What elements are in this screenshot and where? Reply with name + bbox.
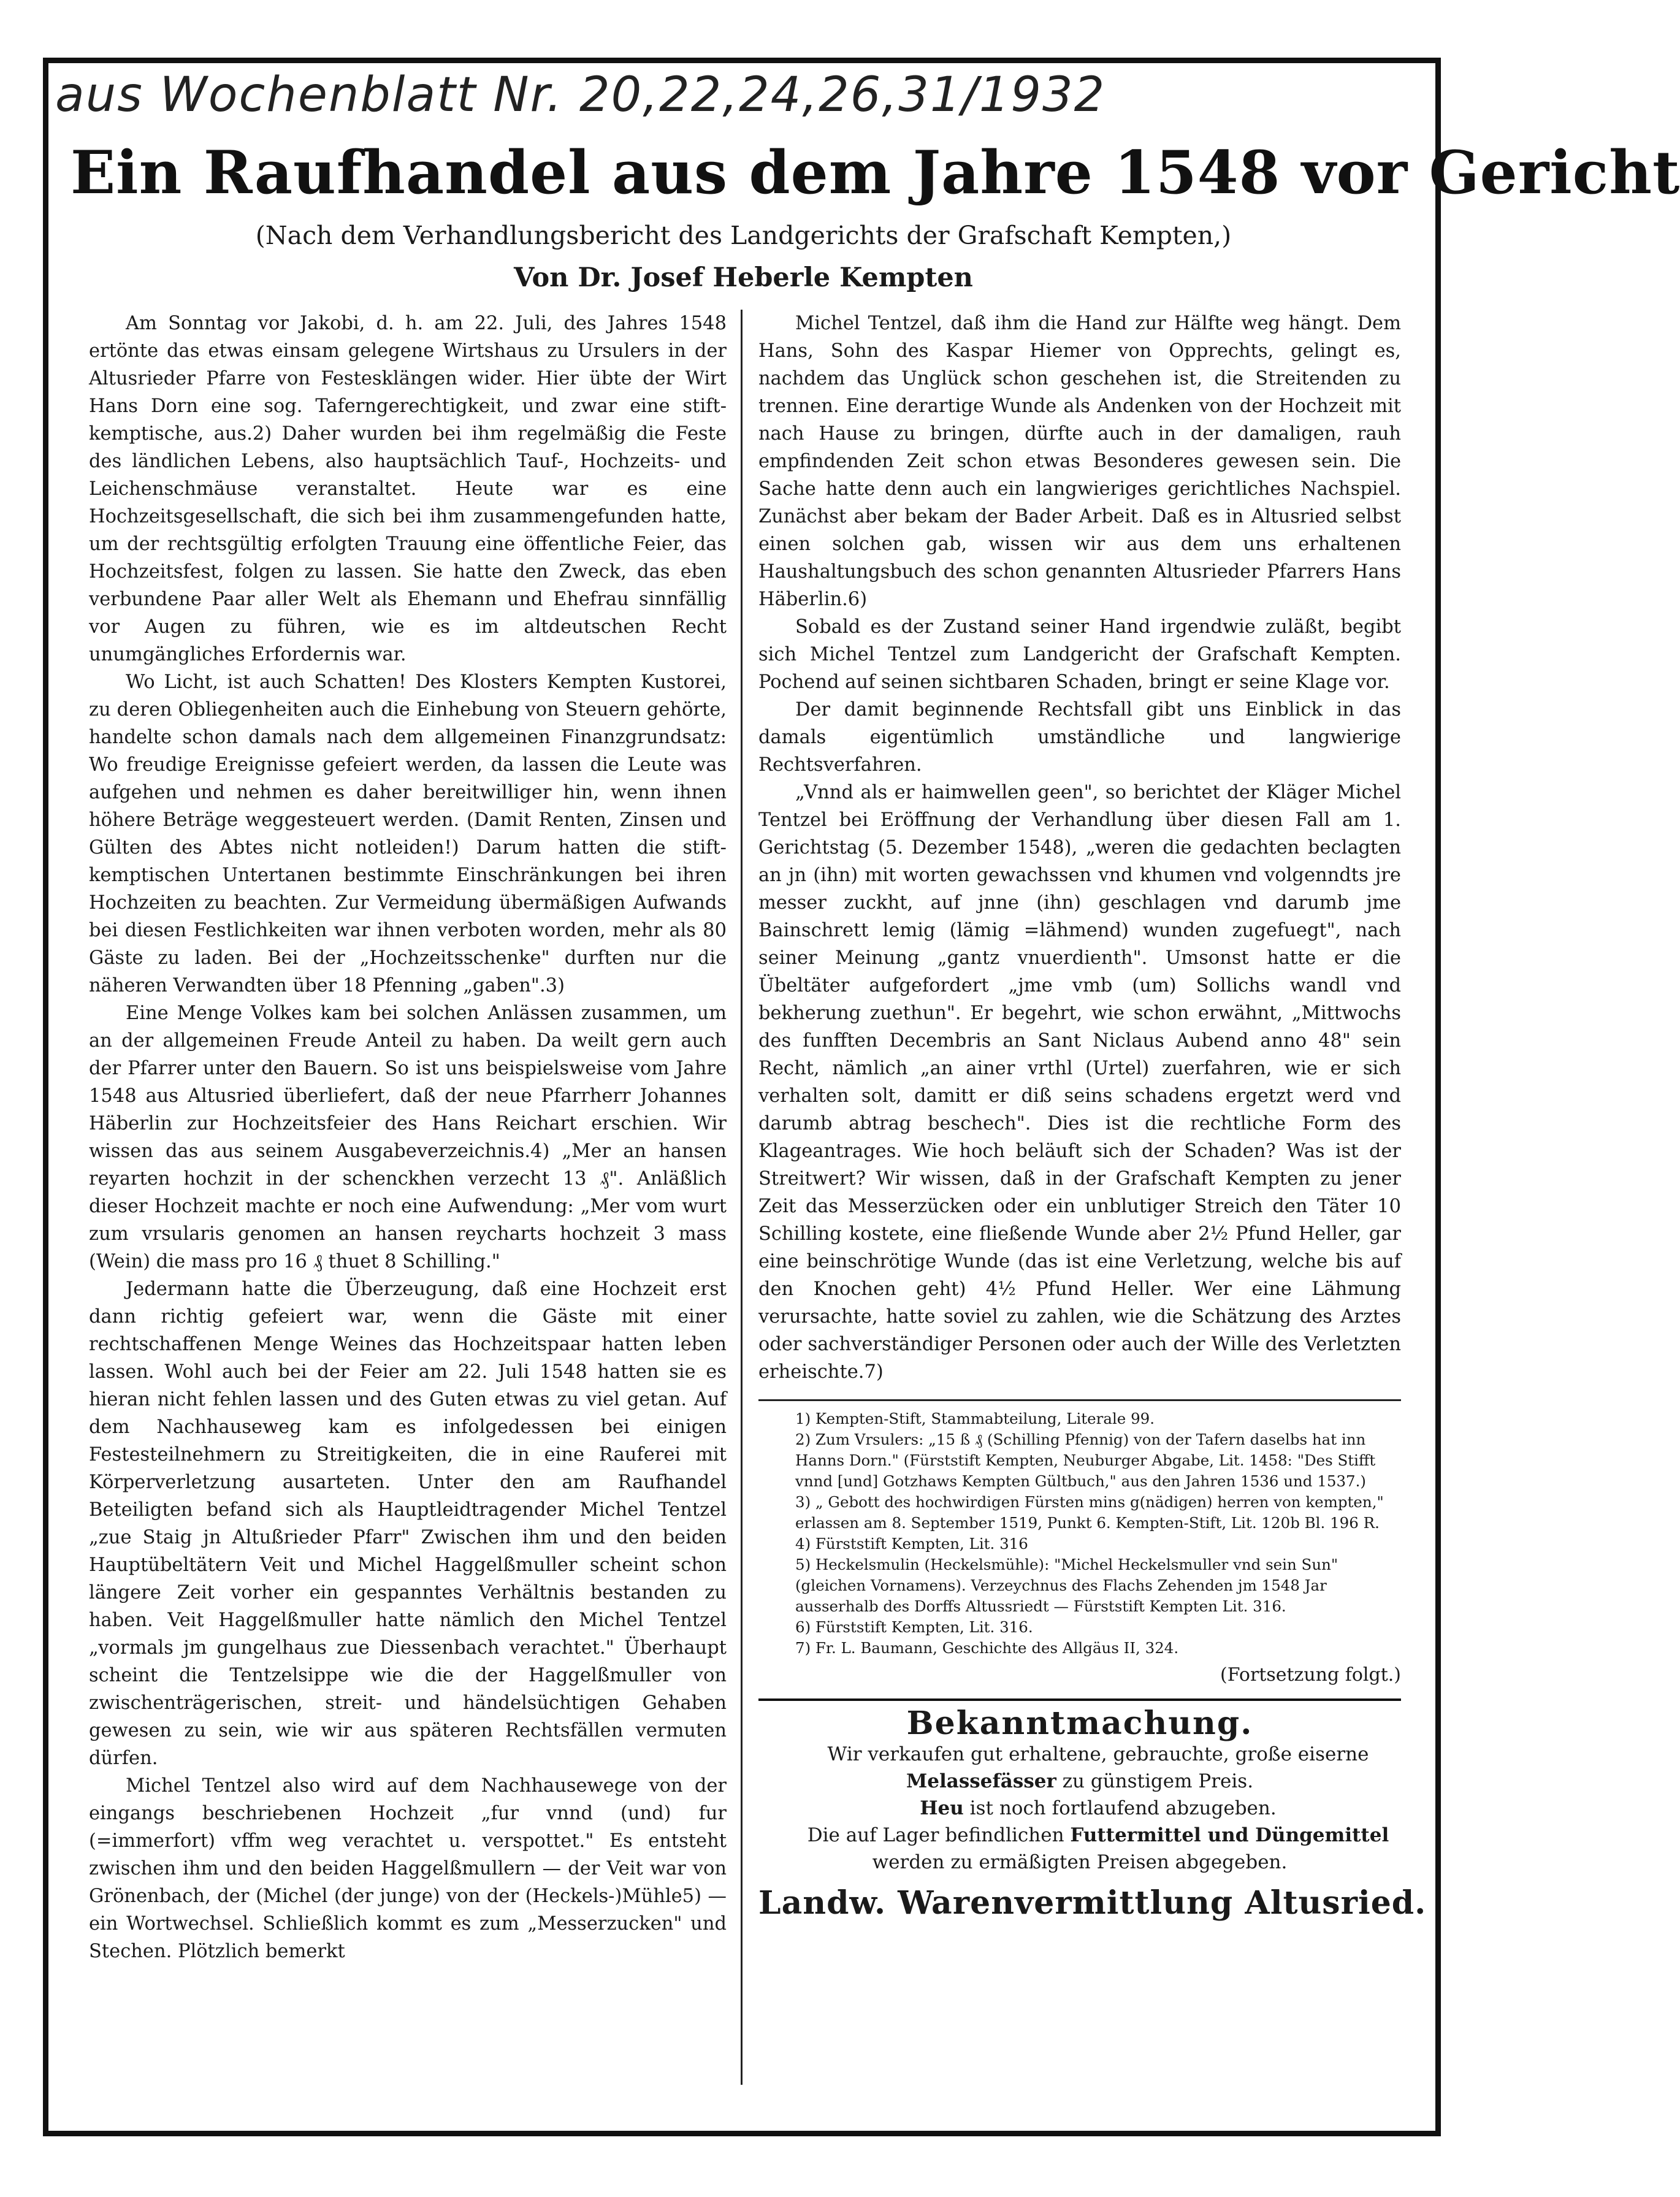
column-divider: [741, 310, 743, 2085]
footnote: 4) Fürststift Kempten, Lit. 316: [795, 1535, 1028, 1553]
ad-product: Futtermittel und Düngemittel: [1070, 1824, 1389, 1846]
ad-product: Heu: [920, 1797, 964, 1819]
article-title: Ein Raufhandel aus dem Jahre 1548 vor Gericht: [71, 138, 1680, 207]
ad-text: Wir verkaufen gut erhaltene, gebrauchte, große eiserne: [827, 1743, 1369, 1765]
paragraph: Michel Tentzel, daß ihm die Hand zur Hälfte weg hängt. Dem Hans, Sohn des Kaspar Hiemer von Opprechts, gelingt es, nachdem das Unglück schon geschehen ist, die Streitenden zu trennen. Eine derartige Wunde als Andenken von der Hochzeit mit nach Hause zu bringen, dürfte auch in der damaligen, rauh empfindenden Zeit schon etwas Besonderes gewesen sein. Die Sache hatte denn auch ein langwieriges gerichtliches Nachspiel. Zunächst aber bekam der Bader Arbeit. Daß es in Altusried selbst einen solchen gab, wissen wir aus dem uns erhaltenen Haushaltungsbuch des schon genannten Altusrieder Pfarrers Hans Häberlin.6): [758, 313, 1401, 610]
paragraph: Michel Tentzel also wird auf dem Nachhausewege von der eingangs beschriebenen Hochzeit „fur vnnd (und) fur (=immerfort) vffm weg verachtet u. verspottet." Es entsteht zwischen ihm und den beiden Haggelßmullern — der Veit war von Grönenbach, der (Michel (der junge) von der (Heckels-)Mühle5) — ein Wortwechsel. Schließlich kommt es zum „Messerzucken" und Stechen. Plötzlich bemerkt: [89, 1775, 727, 1962]
paragraph: Jedermann hatte die Überzeugung, daß eine Hochzeit erst dann richtig gefeiert war, wenn die Gäste mit einer rechtschaffenen Menge Weines das Hochzeitspaar hatten leben lassen. Wohl auch bei der Feier am 22. Juli 1548 hatten sie es hieran nicht fehlen lassen und des Guten etwas zu viel getan. Auf dem Nachhauseweg kam es infolgedessen bei einigen Festesteilnehmern zu Streitigkeiten, die in eine Rauferei mit Körperverletzung ausarteten. Unter den am Raufhandel Beteiligten befand sich als Hauptleidtragender Michel Tentzel „zue Staig jn Altußrieder Pfarr" Zwischen ihm und den beiden Hauptübeltätern Veit und Michel Haggelßmuller scheint schon längere Zeit vorher ein gespanntes Verhältnis bestanden zu haben. Veit Haggelßmuller hatte nämlich den Michel Tentzel „vormals jm gungelhaus zue Diessenbach verachtet." Überhaupt scheint die Tentzelsippe wie die der Haggelßmuller von zwischenträgerischen, streit- und händelsüchtigen Gehaben gewesen zu sein, wie wir aus späteren Rechtsfällen vermuten dürfen.: [89, 1278, 727, 1769]
handwritten-note: aus Wochenblatt Nr. 20,22,24,26,31/1932: [55, 67, 1106, 123]
paragraph: Der damit beginnende Rechtsfall gibt uns Einblick in das damals eigentümlich umständliche und langwierige Rechtsverfahren.: [758, 699, 1401, 776]
footnote: 1) Kempten-Stift, Stammabteilung, Literale 99.: [795, 1410, 1155, 1427]
footnote: 6) Fürststift Kempten, Lit. 316.: [795, 1618, 1033, 1636]
ad-text: Die auf Lager befindlichen: [807, 1824, 1071, 1846]
ad-product: Melassefässer: [906, 1770, 1056, 1792]
ad-line: [758, 1795, 1401, 1822]
ad-text: ist noch fortlaufend abzugeben.: [963, 1797, 1277, 1819]
author-byline: Von Dr. Josef Heberle Kempten: [514, 262, 973, 293]
footnote: 2) Zum Vrsulers: „15 ß ₰ (Schilling Pfennig) von der Tafern daselbs hat inn Hanns Dorn." (Fürststift Kempten, Neuburger Abgabe, Lit. 1458: "Des Stifft vnnd [und] Gotzhaws Kempten Gültbuch," aus den Jahren 1536 und 1537.): [795, 1431, 1376, 1490]
right-column: [758, 310, 1427, 1922]
ad-text: zu günstigem Preis.: [1056, 1770, 1254, 1792]
footnote: 7) Fr. L. Baumann, Geschichte des Allgäus II, 324.: [795, 1639, 1179, 1657]
advertisement-rule: [758, 1698, 1401, 1701]
paragraph: Sobald es der Zustand seiner Hand irgendwie zuläßt, begibt sich Michel Tentzel zum Landgericht der Grafschaft Kempten. Pochend auf seinen sichtbaren Schaden, bringt er seine Klage vor.: [758, 616, 1401, 693]
paragraph: Eine Menge Volkes kam bei solchen Anlässen zusammen, um an der allgemeinen Freude Anteil zu haben. Da weilt gern auch der Pfarrer unter den Bauern. So ist uns beispielsweise vom Jahre 1548 aus Altusried überliefert, daß der neue Pfarrherr Johannes Häberlin zur Hochzeitsfeier des Hans Reichart erschien. Wir wissen das aus seinem Ausgabeverzeichnis.4) „Mer an hansen reyarten hochzit in der schenckhen verzecht 13 ₰". Anläßlich dieser Hochzeit machte er noch eine Aufwendung: „Mer vom wurt zum vrsularis genomen an hansen reycharts hochzeit 3 mass (Wein) die mass pro 16 ₰ thuet 8 Schilling.": [89, 1003, 727, 1272]
ad-line: [758, 1822, 1401, 1876]
paragraph: Wo Licht, ist auch Schatten! Des Klosters Kempten Kustorei, zu deren Obliegenheiten auch die Einhebung von Steuern gehörte, handelte schon damals nach dem allgemeinen Finanzgrundsatz: Wo freudige Ereignisse gefeiert werden, da lassen die Leute was aufgehen und nehmen es daher bereitwilliger hin, wenn ihnen höhere Beträge weggesteuert werden. (Damit Renten, Zinsen und Gülten des Abtes nicht notleiden!) Darum hatten die stift-kemptischen Untertanen bestimmte Einschränkungen bei ihren Hochzeiten zu beachten. Zur Vermeidung übermäßigen Aufwands bei diesen Festlichkeiten war ihnen verboten worden, mehr als 80 Gäste zu laden. Bei der „Hochzeitsschenke" durften nur die näheren Verwandten über 18 Pfenning „gaben".3): [89, 671, 727, 996]
advertisement-body: [758, 1741, 1401, 1876]
continuation-note: (Fortsetzung folgt.): [1220, 1664, 1401, 1686]
advertisement-heading: Bekanntmachung.: [906, 1705, 1253, 1742]
ad-text: werden zu ermäßigten Preisen abgegeben.: [872, 1851, 1288, 1873]
paragraph: „Vnnd als er haimwellen geen", so berichtet der Kläger Michel Tentzel bei Eröffnung der Verhandlung über diesen Fall am 1. Gerichtstag (5. Dezember 1548), „weren die gedachten beclagten an jn (ihn) mit worten gewachssen vnd khumen vnd volgenndts jre messer zuckht, auf jnne (ihn) geschlagen vnd darumb jme Bainschrett lemig (lämig =lähmend) wunden zugefuegt", nach seiner Meinung „gantz vnuerdienth". Umsonst hatte er die Übeltäter aufgefordert „jme vmb (um) Sollichs wandl vnd bekherung zuethun". Er begehrt, wie schon erwähnt, „Mittwochs des funfften Decembris an Sant Niclaus Aubend anno 48" sein Recht, nämlich „an ainer vrthl (Urtel) zuerfahren, wie er sich verhalten solt, damitt er diß seins schadens ergetzt werd vnd darumb abtrag beschech". Dies ist die rechtliche Form des Klageantrages. Wie hoch beläuft sich der Schaden? Was ist der Streitwert? Wir wissen, daß in der Grafschaft Kempten zu jener Zeit das Messerzücken oder ein unblutiger Streich den Täter 10 Schilling kostete, eine fließende Wunde aber 2½ Pfund Heller, gar eine beinschrötige Wunde (das ist eine Verletzung, welche bis auf den Knochen geht) 4½ Pfund Heller. Wer eine Lähmung verursachte, hatte soviel zu zahlen, wie die Schätzung des Arztes oder sachverständiger Personen oder auch der Wille des Verletzten erheischte.7): [758, 782, 1401, 1383]
footnote-rule: [758, 1399, 1401, 1401]
footnotes: [758, 1408, 1401, 1659]
article-subtitle: (Nach dem Verhandlungsbericht des Landgerichts der Grafschaft Kempten,): [255, 221, 1232, 250]
footnote: 5) Heckelsmulin (Heckelsmühle): "Michel Heckelsmuller vnd sein Sun" (gleichen Vornamens). Verzeychnus des Flachs Zehenden jm 1548 Jar ausserhalb des Dorffs Altussriedt — Fürststift Kempten Lit. 316.: [795, 1556, 1338, 1615]
left-column: [89, 310, 727, 1965]
ad-line: [758, 1741, 1401, 1795]
advertiser-name: Landw. Warenvermittlung Altusried.: [758, 1884, 1427, 1922]
paragraph: Am Sonntag vor Jakobi, d. h. am 22. Juli, des Jahres 1548 ertönte das etwas einsam gelegene Wirtshaus zu Ursulers in der Altusrieder Pfarre von Festesklängen wider. Hier übte der Wirt Hans Dorn eine sog. Taferngerechtigkeit, und zwar eine stift-kemptische, aus.2) Daher wurden bei ihm regelmäßig die Feste des ländlichen Lebens, also hauptsächlich Tauf-, Hochzeits- und Leichenschmäuse veranstaltet. Heute war es eine Hochzeitsgesellschaft, die sich bei ihm zusammengefunden hatte, um der rechtsgültig erfolgten Trauung eine öffentliche Feier, das Hochzeitsfest, folgen zu lassen. Sie hatte den Zweck, das eben verbundene Paar aller Welt als Ehemann und Ehefrau sinnfällig vor Augen zu führen, wie es im altdeutschen Recht unumgängliches Erfordernis war.: [89, 313, 727, 665]
footnote: 3) „ Gebott des hochwirdigen Fürsten mins g(nädigen) herren von kempten," erlassen am 8. September 1519, Punkt 6. Kempten-Stift, Lit. 120b Bl. 196 R.: [795, 1493, 1384, 1532]
